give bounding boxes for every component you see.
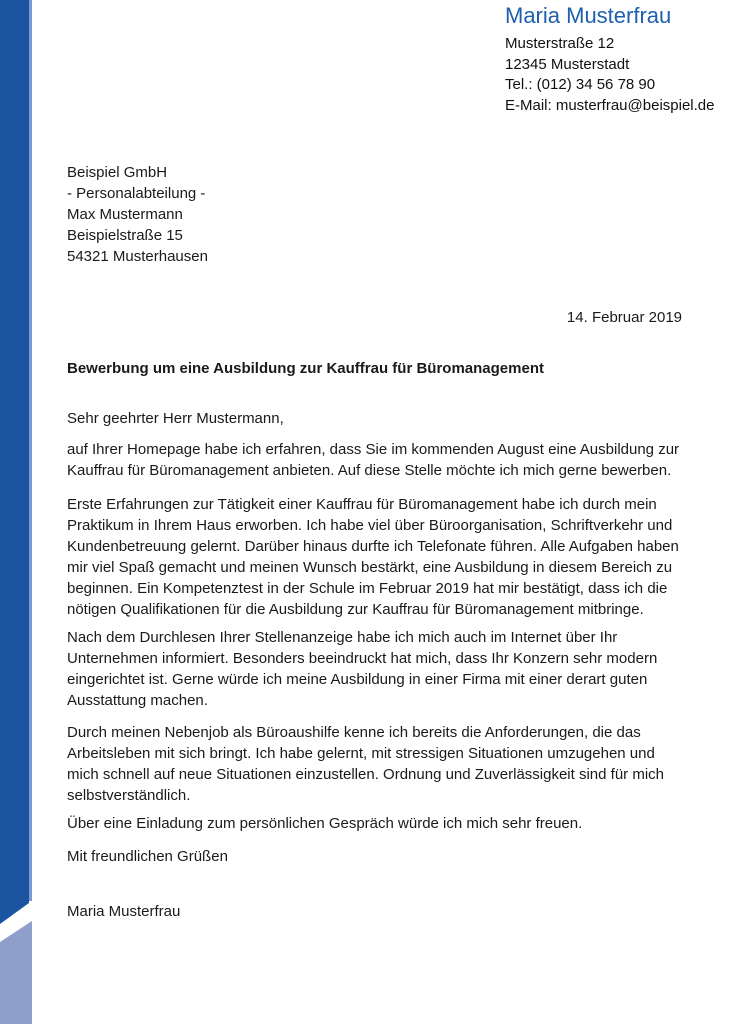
recipient-city: 54321 Musterhausen xyxy=(67,248,208,265)
recipient-block xyxy=(67,162,208,267)
sender-block xyxy=(505,2,714,116)
left-accent-bar-edge xyxy=(29,0,32,901)
body-paragraph-5: Über eine Einladung zum persönlichen Gespräch würde ich mich sehr freuen. xyxy=(67,815,583,832)
body-paragraph-2: Erste Erfahrungen zur Tätigkeit einer Kauffrau für Büromanagement habe ich durch mein Praktikum in Ihrem Haus erworben. Ich habe viel über Büroorganisation, Schriftverkehr und Kundenbetreuung gelernt. Darüber hinaus durfte ich Telefonate führen. Alle Aufgaben haben mir viel Spaß gemacht und meinen Wunsch bestärkt, eine Ausbildung in diesem Bereich zu beginnen. Ein Kompetenztest in der Schule im Februar 2019 hat mir bestätigt, dass ich die nötigen Qualifikationen für die Ausbildung zur Kauffrau für Büromanagement mitbringe. xyxy=(67,496,679,618)
body-paragraph-3: Nach dem Durchlesen Ihrer Stellenanzeige habe ich mich auch im Internet über Ihr Unternehmen informiert. Besonders beeindruckt hat mich, dass Ihr Konzern sehr modern eingerichtet ist. Gerne würde ich meine Ausbildung in einer Firma mit einer derart guten Ausstattung machen. xyxy=(67,629,658,709)
salutation: Sehr geehrter Herr Mustermann, xyxy=(67,410,284,427)
signature-name: Maria Musterfrau xyxy=(67,903,181,920)
recipient-street: Beispielstraße 15 xyxy=(67,227,183,244)
sender-contact-lines xyxy=(505,34,714,116)
letter-date: 14. Februar 2019 xyxy=(566,309,682,326)
recipient-department: - Personalabteilung - xyxy=(67,185,206,202)
closing-formula: Mit freundlichen Grüßen xyxy=(67,848,228,865)
subject-line: Bewerbung um eine Ausbildung zur Kauffrau für Büromanagement xyxy=(67,360,544,377)
sender-name: Maria Musterfrau xyxy=(505,3,672,28)
body-paragraph-1: auf Ihrer Homepage habe ich erfahren, dass Sie im kommenden August eine Ausbildung zur Kauffrau für Büromanagement anbieten. Auf diese Stelle möchte ich mich gerne bewerben. xyxy=(67,441,680,479)
sender-city: 12345 Musterstadt xyxy=(505,55,630,73)
sender-phone: Tel.: (012) 34 56 78 90 xyxy=(505,76,656,93)
recipient-contact-person: Max Mustermann xyxy=(67,206,183,223)
sender-email: E-Mail: musterfrau@beispiel.de xyxy=(505,96,715,114)
left-accent-bar-light xyxy=(0,921,32,1024)
left-accent-bar-dark xyxy=(0,0,29,924)
recipient-company: Beispiel GmbH xyxy=(67,164,168,181)
body-paragraph-4: Durch meinen Nebenjob als Büroaushilfe kenne ich bereits die Anforderungen, die das Arbeitsleben mit sich bringt. Ich habe gelernt, mit stressigen Situationen umzugehen und mich schnell auf neue Situationen einzustellen. Ordnung und Zuverlässigkeit sind für mich selbstverständlich. xyxy=(67,724,664,804)
sender-street: Musterstraße 12 xyxy=(505,35,615,52)
